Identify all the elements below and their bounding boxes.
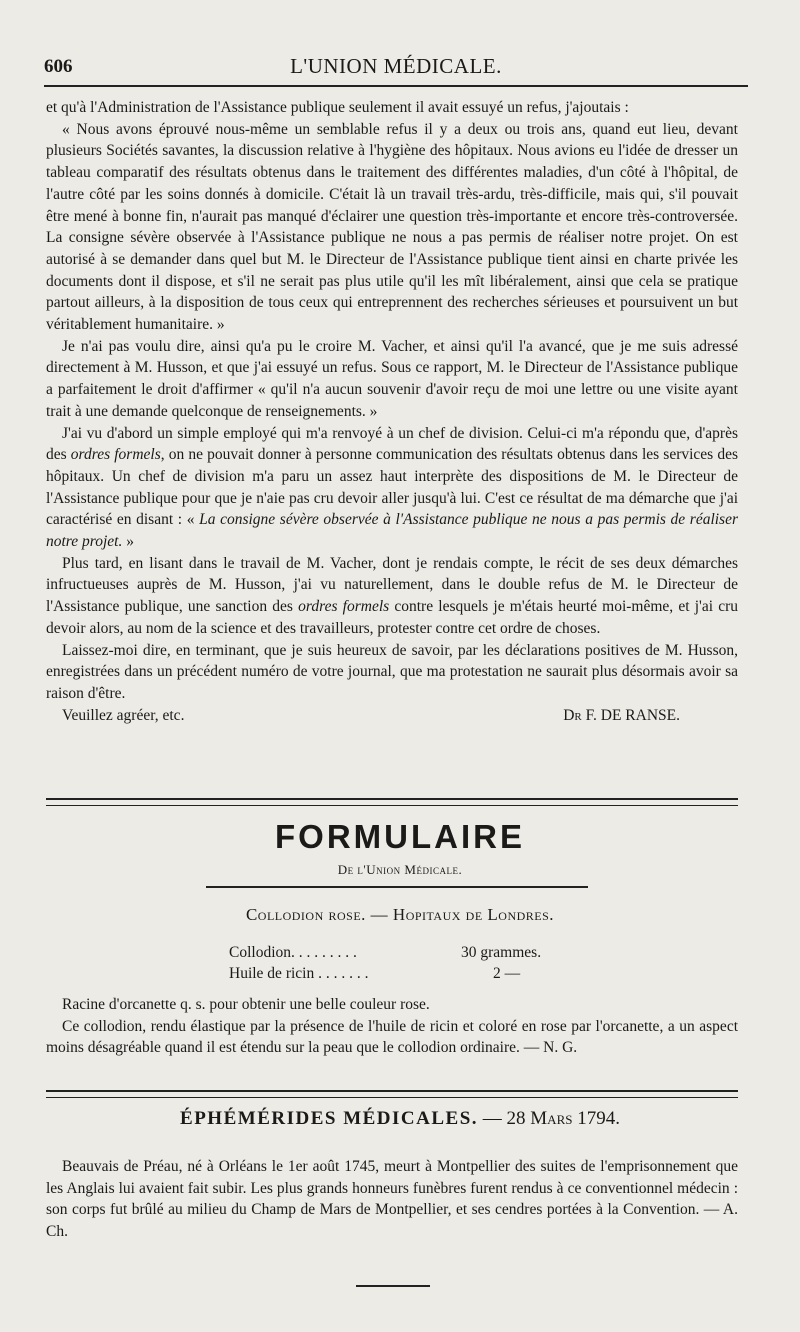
ephemerides-paragraph: Beauvais de Préau, né à Orléans le 1er août 1745, meurt à Montpellier des suites de l'emprisonnement que les Anglais lui avaient fait subir. Les plus grands honneurs funèbres furent rendus à ce conventionnel médecin : son corps fut brûlé au milieu du Champ de Mars de Montpellier, et ses cendres portées à la Convention. — A. Ch. <box>46 1158 738 1241</box>
end-rule <box>356 1285 430 1287</box>
ephemerides-heading <box>0 1108 800 1130</box>
ingredient-row <box>229 942 541 963</box>
signature: Dr F. DE RANSE. <box>563 706 680 724</box>
letter-paragraph-3: Je n'ai pas voulu dire, ainsi qu'a pu le croire M. Vacher, et ainsi qu'il l'a avancé, que je me suis adressé directement à M. Husson, et que j'ai essuyé un refus. Sous ce rapport, M. le Directeur de l'Assistance publique a parfaitement le droit d'affirmer « qu'il n'a aucun souvenir d'avoir reçu de moi une lettre ou une visite ayant trait à une demande quelconque de renseignements. » <box>46 337 738 420</box>
page-header <box>44 50 748 82</box>
ingredient-quantity: 30 grammes. <box>461 944 542 961</box>
letter-paragraph-2: « Nous avons éprouvé nous-même un semblable refus il y a deux ou trois ans, quand eut lieu, devant plusieurs Sociétés savantes, la discussion relative à l'hygiène des hôpitaux. Nous avions eu l'idée de dresser un tableau comparatif des résultats obtenus dans le traitement des différentes maladies, d'un côté à l'hôpital, de l'autre côté par les soins donnés à domicile. C'était là un travail très-ardu, très-difficile, mais qui, s'il pouvait être mené à bonne fin, n'aurait pas manqué d'éclairer une question très-importante et encore très-controversée. La consigne sévère observée à l'Assistance publique ne nous a pas permis de réaliser notre projet. On est autorisé à se demander dans quel but M. le Directeur de l'Assistance publique tient ainsi en charte privée les documents dont il dispose, et s'il ne serait pas plus utile qu'il les mît libéralement, ainsi que cela se pratique partout ailleurs, à la disposition de tous ceux qui entreprennent des recherches sérieuses et poursuivent un but véritablement humanitaire. » <box>46 120 738 334</box>
formulaire-paragraph-2: Ce collodion, rendu élastique par la présence de l'huile de ricin et coloré en rose par l'orcanette, a un aspect moins désagréable quand il est étendu sur la peau que le collodion ordinaire. — N. G. <box>46 1017 738 1057</box>
ingredient-name: Collodion. . . . . . . . . <box>229 944 357 961</box>
p5-text-b: contre lesquels je m'étais heurté moi-même, et j'ai cru devoir alors, au nom de la science et des travailleurs, protester contre cet ordre de choses. <box>46 598 738 637</box>
formulaire-body <box>46 994 738 1059</box>
p4-text-a: J'ai vu d'abord un simple employé qui m'a renvoyé à un chef de division. Celui-ci m'a répondu que, d'après des <box>46 424 738 464</box>
letter-paragraph-6: Laissez-moi dire, en terminant, que je suis heureux de savoir, par les déclarations positives de M. Husson, enregistrées dans un précédent numéro de votre journal, que ma protestation ne saurait plus désormais avoir sa raison d'être. <box>46 641 738 702</box>
p5-text-a: Plus tard, en lisant dans le travail de M. Vacher, dont je rendais compte, le récit de ses deux démarches infructueuses auprès de M. Husson, j'ai vu naturellement, dans le double refus de M. le Directeur de l'Assistance publique, une sanction des <box>46 554 738 616</box>
ingredient-quantity: 2 — <box>493 965 521 982</box>
p4-text-b: , on ne pouvait donner à personne communication des résultats obtenus dans les services des hôpitaux. Un chef de division m'a paru un assez haut interprète des dispositions de M. le Directeur de l'Assistance publique pour que je n'aie pas cru devoir aller jusqu'à lui. C'est ce résultat de ma démarche que j'ai caractérisé en disant : « <box>46 446 738 529</box>
running-title: L'UNION MÉDICALE. <box>290 54 502 78</box>
closing-line <box>46 705 738 727</box>
letter-body <box>46 97 738 726</box>
formulaire-title: FORMULAIRE <box>275 818 525 855</box>
formulaire-subtitle: De l'Union Médicale. <box>337 862 463 877</box>
ephemerides-date: — 28 Mars 1794. <box>482 1108 620 1129</box>
p4-text-c: » <box>122 533 134 551</box>
page-number: 606 <box>44 56 73 77</box>
section-divider-ephemerides <box>46 1090 738 1098</box>
recipe-title: Collodion rose. — Hopitaux de Londres. <box>245 905 555 924</box>
ingredient-name: Huile de ricin . . . . . . . <box>229 965 369 982</box>
formulaire-paragraph-1: Racine d'orcanette q. s. pour obtenir une belle couleur rose. <box>62 996 430 1013</box>
header-rule <box>44 85 748 87</box>
ingredient-list <box>229 942 541 984</box>
p4-emphasis-1: ordres formels <box>70 446 161 464</box>
closing-formula: Veuillez agréer, etc. <box>62 706 185 724</box>
letter-paragraph-5 <box>46 553 738 640</box>
section-divider-formulaire <box>46 798 738 806</box>
ingredient-row <box>229 963 541 984</box>
ephemerides-body <box>46 1156 738 1243</box>
ephemerides-title: ÉPHÉMÉRIDES MÉDICALES. <box>180 1108 479 1129</box>
p4-emphasis-2: La consigne sévère observée à l'Assistance publique ne nous a pas permis de réaliser notre projet. <box>46 511 739 551</box>
letter-paragraph-1: et qu'à l'Administration de l'Assistance publique seulement il avait essuyé un refus, j'ajoutais : <box>46 99 629 116</box>
p5-emphasis: ordres formels <box>298 598 390 616</box>
letter-paragraph-4 <box>46 423 738 553</box>
formulaire-rule <box>206 886 588 888</box>
